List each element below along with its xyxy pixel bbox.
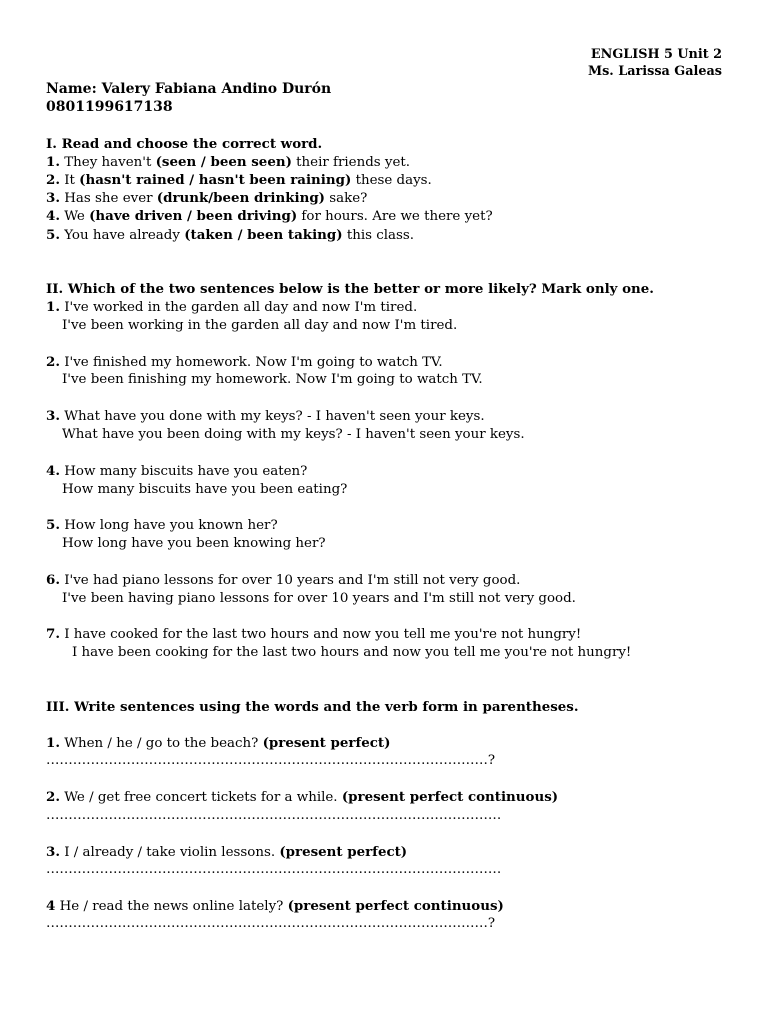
item-number: 1. bbox=[46, 735, 60, 751]
answer-line[interactable]: ………………………………………………………………………………………? bbox=[46, 753, 496, 768]
section-1-title: I. Read and choose the correct word. bbox=[46, 136, 323, 152]
section-2-option-a[interactable] bbox=[46, 407, 485, 426]
verb-form: (present perfect) bbox=[279, 844, 408, 860]
item-text: sake? bbox=[325, 191, 368, 206]
item-number: 4. bbox=[46, 463, 60, 479]
option-text: I've worked in the garden all day and now I'm tired. bbox=[59, 300, 418, 315]
item-choice: (drunk/been drinking) bbox=[156, 190, 326, 206]
option-text: I have cooked for the last two hours and now you tell me you're not hungry! bbox=[59, 627, 582, 642]
item-number: 7. bbox=[46, 626, 60, 642]
prompt-text: I / already / take violin lessons. bbox=[59, 845, 280, 860]
section-2-option-a[interactable] bbox=[46, 298, 417, 317]
item-text: this class. bbox=[342, 228, 415, 243]
student-id: 0801199617138 bbox=[46, 99, 173, 115]
item-number: 4 bbox=[46, 898, 56, 914]
answer-line[interactable]: ………………………………………………………………………………………? bbox=[46, 916, 496, 931]
section-3-title: III. Write sentences using the words and the verb form in parentheses. bbox=[46, 699, 579, 715]
item-number: 1. bbox=[46, 299, 60, 315]
item-number: 3. bbox=[46, 844, 60, 860]
section-3-prompt bbox=[46, 897, 504, 916]
answer-line[interactable]: ………………………………………………………………………………………… bbox=[46, 808, 502, 823]
section-2-option-a[interactable] bbox=[46, 462, 307, 481]
section-2-option-a[interactable] bbox=[46, 516, 278, 535]
item-number: 4. bbox=[46, 208, 60, 224]
item-choice: (have driven / been driving) bbox=[89, 208, 298, 224]
section-2-option-a[interactable] bbox=[46, 571, 520, 590]
section-2-option-b[interactable]: How many biscuits have you been eating? bbox=[62, 482, 348, 497]
item-number: 2. bbox=[46, 789, 60, 805]
section-2-option-b[interactable]: I've been finishing my homework. Now I'm going to watch TV. bbox=[62, 372, 483, 387]
item-text: It bbox=[59, 173, 80, 188]
option-text: I've had piano lessons for over 10 years and I'm still not very good. bbox=[59, 573, 521, 588]
section-1-item bbox=[46, 153, 410, 172]
section-2-option-b[interactable]: I've been having piano lessons for over 10 years and I'm still not very good. bbox=[62, 591, 576, 606]
item-text: You have already bbox=[59, 228, 185, 243]
section-1-item bbox=[46, 189, 367, 208]
section-2-option-b[interactable]: I have been cooking for the last two hours and now you tell me you're not hungry! bbox=[72, 645, 632, 660]
item-number: 5. bbox=[46, 227, 60, 243]
section-2-option-b[interactable]: What have you been doing with my keys? - I haven't seen your keys. bbox=[62, 427, 525, 442]
item-text: They haven't bbox=[59, 155, 156, 170]
section-2-option-a[interactable] bbox=[46, 353, 443, 372]
prompt-text: We / get free concert tickets for a while. bbox=[59, 790, 342, 805]
item-text: their friends yet. bbox=[291, 155, 411, 170]
item-number: 2. bbox=[46, 172, 60, 188]
section-3-prompt bbox=[46, 788, 558, 807]
item-text: We bbox=[59, 209, 90, 224]
option-text: How many biscuits have you eaten? bbox=[59, 464, 308, 479]
item-text: for hours. Are we there yet? bbox=[297, 209, 493, 224]
prompt-text: He / read the news online lately? bbox=[55, 899, 288, 914]
item-number: 2. bbox=[46, 354, 60, 370]
section-3-prompt bbox=[46, 843, 407, 862]
section-2-option-b[interactable]: I've been working in the garden all day and now I'm tired. bbox=[62, 318, 458, 333]
item-text: Has she ever bbox=[59, 191, 157, 206]
item-choice: (seen / been seen) bbox=[155, 154, 292, 170]
item-number: 3. bbox=[46, 408, 60, 424]
verb-form: (present perfect continuous) bbox=[341, 789, 559, 805]
answer-line[interactable]: ………………………………………………………………………………………… bbox=[46, 862, 502, 877]
item-number: 1. bbox=[46, 154, 60, 170]
student-name: Name: Valery Fabiana Andino Durón bbox=[46, 81, 332, 97]
course-title: ENGLISH 5 Unit 2 bbox=[590, 47, 722, 62]
section-1-item bbox=[46, 171, 432, 190]
item-text: these days. bbox=[351, 173, 432, 188]
option-text: How long have you known her? bbox=[59, 518, 278, 533]
teacher-name: Ms. Larissa Galeas bbox=[587, 64, 722, 79]
item-number: 3. bbox=[46, 190, 60, 206]
section-2-option-b[interactable]: How long have you been knowing her? bbox=[62, 536, 326, 551]
option-text: What have you done with my keys? - I haven't seen your keys. bbox=[59, 409, 485, 424]
option-text: I've finished my homework. Now I'm going to watch TV. bbox=[59, 355, 443, 370]
prompt-text: When / he / go to the beach? bbox=[59, 736, 263, 751]
section-2-option-a[interactable] bbox=[46, 625, 581, 644]
verb-form: (present perfect continuous) bbox=[287, 898, 504, 914]
item-number: 6. bbox=[46, 572, 60, 588]
item-choice: (taken / been taking) bbox=[184, 227, 343, 243]
item-choice: (hasn't rained / hasn't been raining) bbox=[79, 172, 352, 188]
item-number: 5. bbox=[46, 517, 60, 533]
section-2-title: II. Which of the two sentences below is the better or more likely? Mark only one. bbox=[46, 281, 654, 297]
section-1-item bbox=[46, 226, 414, 245]
verb-form: (present perfect) bbox=[262, 735, 391, 751]
section-3-prompt bbox=[46, 734, 390, 753]
section-1-item bbox=[46, 207, 493, 226]
